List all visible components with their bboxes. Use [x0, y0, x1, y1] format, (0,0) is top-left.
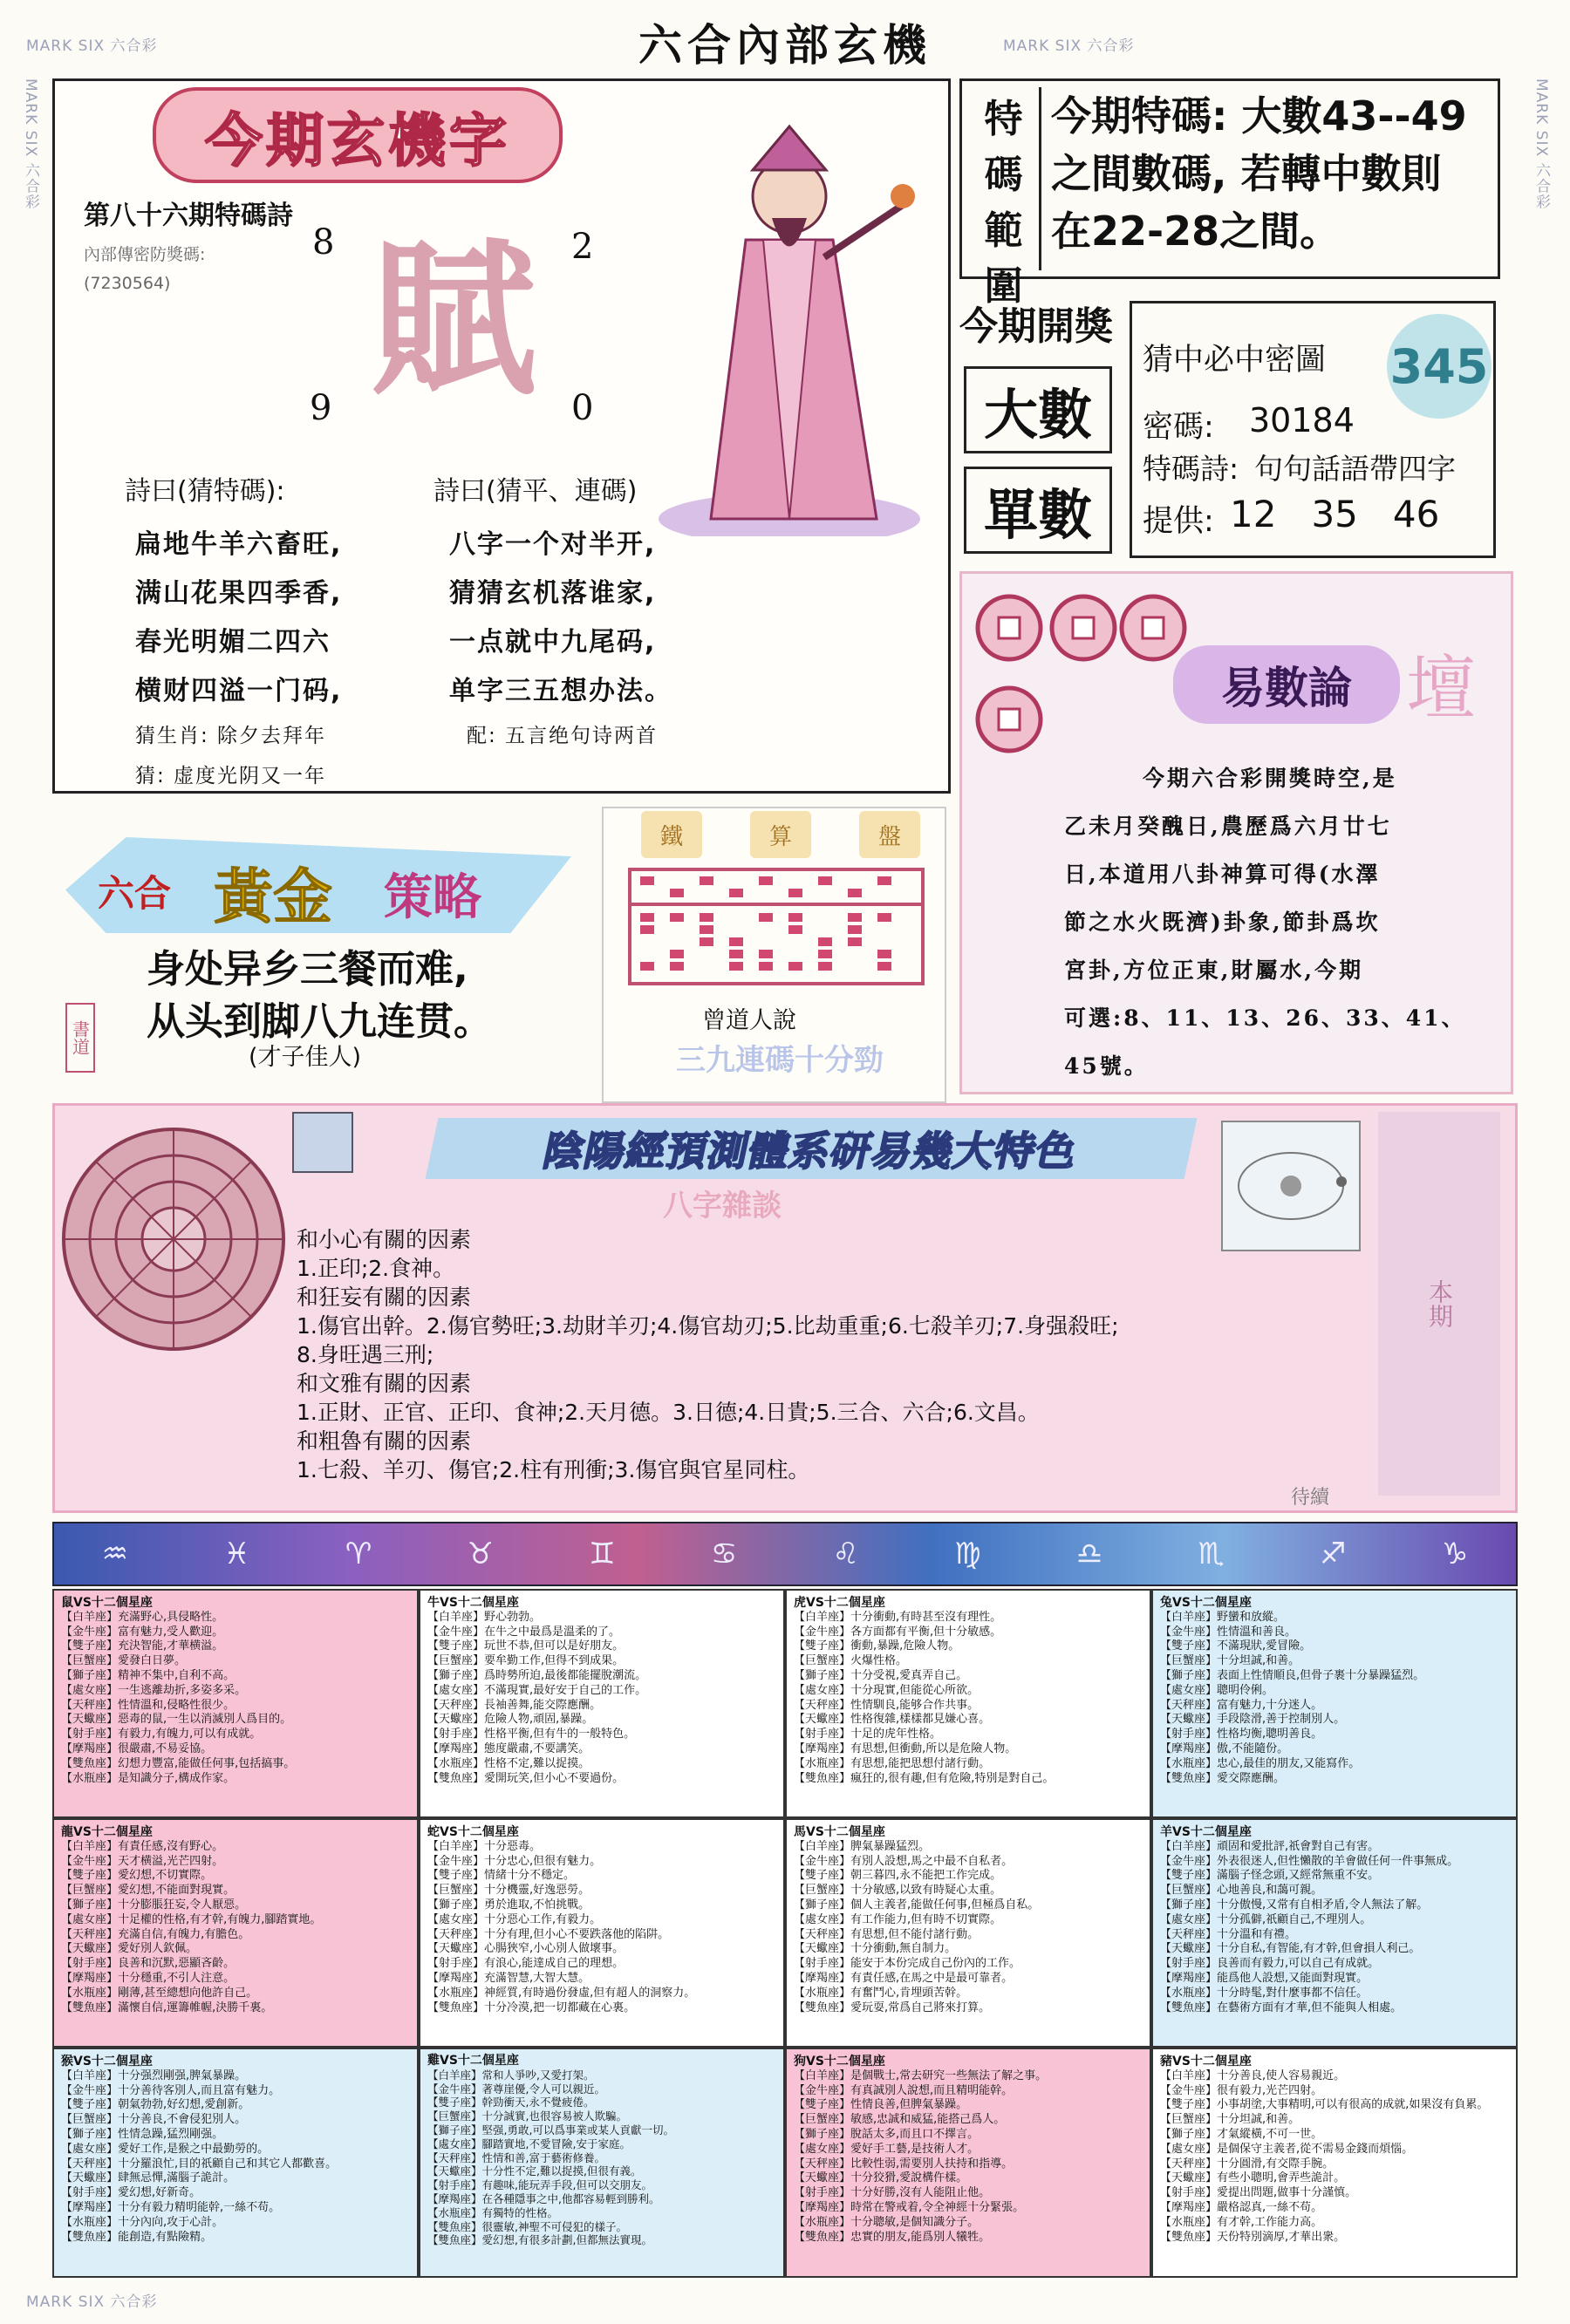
zodiac-line: 【摩羯座】很嚴肅,不易妥協。: [61, 1741, 213, 1755]
special-side-char: 碼: [984, 153, 1023, 197]
zodiac-line: 【射手座】有毅力,有魄力,可以有成就。: [61, 1728, 262, 1741]
inner-code: (7230564): [84, 274, 171, 293]
zodiac-line: 【水瓶座】有獨特的性格。: [427, 2205, 559, 2219]
zodiac-line: 【天秤座】十分溫和有禮。: [1160, 1927, 1297, 1941]
watermark-right: MARK SIX 六合彩: [1532, 78, 1550, 210]
special-side-char: 特: [984, 97, 1023, 141]
zodiac-line: 【獅子座】十分傲慢,又常有自相矛盾,令人無法了解。: [1160, 1898, 1429, 1912]
scorpio-icon: ♏: [1198, 1537, 1225, 1571]
zodiac-line: 【金牛座】富有魅力,受人歡迎。: [61, 1625, 224, 1639]
zodiac-line: 【天秤座】有思想,但不能付諸行動。: [794, 1927, 980, 1941]
poem-col2-line: 单字三五想办法。: [449, 676, 672, 706]
yinyang-text: [297, 1225, 1378, 1484]
zodiac-line: 【雙魚座】很靈敏,神聖不可侵犯的樣子。: [427, 2219, 627, 2233]
zodiac-line: 【巨蟹座】心地善良,和藹可親。: [1160, 1884, 1323, 1898]
zodiac-line: 【處女座】不滿現實,最好安于自己的工作。: [427, 1683, 647, 1697]
zodiac-line: 【摩羯座】能爲他人設想,又能面對現實。: [1160, 1971, 1369, 1985]
zodiac-line: 【獅子座】堅强,勇敢,可以爲事業或某人貢獻一切。: [427, 2123, 674, 2137]
zodiac-line: 【巨蟹座】火爆性格。: [794, 1654, 908, 1668]
zodiac-line: 【天秤座】性情和善,富于藝術修養。: [427, 2150, 605, 2164]
yinyang-line: 1.正印;2.食神。: [297, 1256, 455, 1281]
zodiac-line: 【射手座】有浪心,能達成自己的理想。: [427, 1957, 625, 1971]
zodiac-line: 【雙子座】性情良善,但脾氣暴躁。: [794, 2098, 968, 2112]
zodiac-line: 【白羊座】十分强烈剛强,脾氣暴躁。: [61, 2068, 247, 2082]
zodiac-line: 【摩羯座】十分穩重,不引人注意。: [61, 1971, 236, 1985]
yishu-line: 今期六合彩開獎時空,是: [1143, 766, 1397, 791]
zodiac-line: 【射手座】愛提出問題,做事十分謹慎。: [1160, 2186, 1357, 2200]
zodiac-line: 【天蠍座】危險人物,頑固,暴躁。: [427, 1713, 594, 1727]
zodiac-line: 【巨蟹座】十分敏感,以致有時疑心太重。: [794, 1884, 1002, 1898]
zodiac-line: 【雙子座】充決智能,才華横溢。: [61, 1639, 224, 1653]
zodiac-line: 【摩羯座】態度嚴肅,不要講笑。: [427, 1741, 590, 1755]
zodiac-line: 【射手座】愛幻想,好新奇。: [61, 2186, 201, 2200]
poem-col2-heading: 詩曰(猜平、連碼): [433, 476, 638, 507]
zodiac-line: 【巨蟹座】十分坦誠,和善。: [1160, 2113, 1300, 2127]
zodiac-line: 【雙子座】朝三暮四,永不能把工作完成。: [794, 1869, 1002, 1883]
sagittarius-icon: ♐: [1320, 1537, 1347, 1571]
special-side-char: 圍: [984, 264, 1023, 309]
zodiac-line: 【白羊座】頑固和愛批評,祇會對自己有害。: [1160, 1839, 1380, 1853]
abacus-tab: 算: [750, 811, 811, 858]
monkey-vs-zodiac: [52, 2048, 419, 2278]
zodiac-line: 【雙魚座】愛開玩笑,但小心不要過份。: [427, 1771, 625, 1785]
zodiac-line: 【摩羯座】在各種隱事之中,他都容易輕到勝利。: [427, 2191, 660, 2205]
zodiac-cell-title: 羊VS十二個星座: [1160, 1825, 1252, 1839]
zodiac-line: 【獅子座】十分膨脹狂妄,令人厭惡。: [61, 1898, 247, 1912]
zodiac-line: 【雙魚座】在藝術方面有才華,但不能與人相處。: [1160, 2000, 1403, 2014]
yinyang-continued: 待續: [1291, 1487, 1330, 1509]
gemini-icon: ♊: [589, 1537, 616, 1571]
zodiac-line: 【處女座】一生逃離劫折,多姿多采。: [61, 1683, 247, 1697]
zodiac-cell-title: 雞VS十二個星座: [427, 2054, 519, 2068]
secret-provide-label: 提供:: [1143, 504, 1214, 539]
zodiac-line: 【獅子座】爲時勢所迫,最後都能擺脫潮流。: [427, 1668, 647, 1682]
zodiac-line: 【獅子座】精神不集中,自利不高。: [61, 1668, 236, 1682]
zodiac-line: 【天蠍座】十分衝動,無自制力。: [794, 1942, 957, 1956]
rat-vs-zodiac: [52, 1589, 419, 1818]
yishu-line: 節之水火既濟)卦象,節卦爲坎: [1064, 910, 1381, 935]
poem-col1-hint: 猜生肖: 除夕去拜年: [135, 725, 327, 747]
golden-line1: 身处异乡三餐而难,: [147, 947, 468, 992]
abacus-tab: 鐵: [641, 811, 702, 858]
secret-number: 46: [1392, 493, 1440, 535]
golden-author: (才子佳人): [249, 1044, 362, 1071]
zodiac-line: 【天蠍座】手段陰滑,善于控制別人。: [1160, 1713, 1346, 1727]
zodiac-line: 【天秤座】十分圓滑,有交際手腕。: [1160, 2157, 1334, 2171]
poem-col2-line: 八字一个对半开,: [449, 529, 657, 560]
zodiac-line: 【處女座】十足權的性格,有才幹,有魄力,腳踏實地。: [61, 1912, 322, 1926]
zodiac-line: 【雙魚座】愛玩耍,常爲自己將來打算。: [794, 2000, 991, 2014]
aquarius-icon: ♒: [101, 1537, 129, 1571]
zodiac-line: 【天秤座】長袖善舞,能交際應酬。: [427, 1698, 602, 1712]
zodiac-line: 【白羊座】野蠻和放縱。: [1160, 1610, 1286, 1624]
special-range-text: [1051, 87, 1492, 260]
zodiac-line: 【金牛座】天才横溢,光芒四射。: [61, 1854, 224, 1868]
zodiac-line: 【處女座】有工作能力,但有時不切實際。: [794, 1912, 1002, 1926]
yinyang-title-banner: [426, 1118, 1198, 1179]
special-range-line: 之間數碼, 若轉中數則: [1051, 150, 1442, 197]
zodiac-line: 【天秤座】充滿自信,有魄力,有膽色。: [61, 1927, 250, 1941]
zodiac-line: 【白羊座】十分善良,使人容易親近。: [1160, 2068, 1346, 2082]
secret-number: 35: [1311, 493, 1358, 535]
zodiac-line: 【雙魚座】忠實的朋友,能爲別人犧牲。: [794, 2230, 991, 2244]
zodiac-line: 【天秤座】十分羅浪忙,目的祇顧自己和其它人都歡喜。: [61, 2157, 338, 2171]
aries-icon: ♈: [345, 1537, 372, 1571]
zodiac-line: 【白羊座】十分惡毒。: [427, 1839, 542, 1853]
zodiac-line: 【雙子座】愛幻想,不切實際。: [61, 1869, 213, 1883]
zodiac-line: 【天蠍座】十分狡猾,愛說構仵樣。: [794, 2171, 968, 2185]
yinyang-line: 1.傷官出幹。2.傷官勢旺;3.劫財羊刃;4.傷官劫刃;5.比劫重重;6.七殺羊刃;7.身强殺旺;: [297, 1313, 1119, 1339]
yishu-line: 乙未月癸醜日,農歷爲六月廿七: [1064, 814, 1392, 839]
golden-line2: 从头到脚八九连贯。: [147, 999, 492, 1044]
zodiac-line: 【天蠍座】性格復雜,樣樣都見嫌心喜。: [794, 1713, 991, 1727]
yinyang-line: 1.七殺、羊刃、傷官;2.柱有刑衝;3.傷官與官星同柱。: [297, 1457, 810, 1482]
poem-col1: [135, 521, 432, 796]
zodiac-line: 【巨蟹座】愛發白日夢。: [61, 1654, 187, 1668]
zodiac-line: 【雙子座】幹勁衝天,永不覺疲倦。: [427, 2096, 595, 2109]
cancer-icon: ♋: [710, 1537, 738, 1571]
yishu-title: 易數論: [1221, 662, 1352, 713]
zodiac-line: 【雙魚座】十分冷漠,把一切都藏在心裏。: [427, 2000, 636, 2014]
zodiac-cell-title: 狗VS十二個星座: [794, 2055, 885, 2068]
zodiac-line: 【處女座】愛好工作,是猴之中最勤勞的。: [61, 2142, 270, 2156]
zodiac-line: 【水瓶座】十分聰敏,是個知識分子。: [794, 2215, 980, 2229]
yishu-title-badge: [1173, 645, 1400, 724]
zodiac-cell-title: 猴VS十二個星座: [61, 2055, 153, 2068]
inner-note: 內部傳密防獎碼:: [84, 245, 206, 264]
abacus-quote: 三九連碼十分勁: [676, 1043, 884, 1078]
zodiac-line: 【雙魚座】能創造,有點險精。: [61, 2230, 213, 2244]
zodiac-line: 【獅子座】才氣縱橫,不可一世。: [1160, 2127, 1323, 2141]
yinyang-line: 和文雅有關的因素: [297, 1371, 472, 1396]
zodiac-line: 【白羊座】十分衝動,有時甚至沒有理性。: [794, 1610, 1002, 1624]
zodiac-line: 【水瓶座】性格不定,難以捉摸。: [427, 1756, 590, 1770]
watermark-top-right: MARK SIX 六合彩: [1003, 37, 1135, 52]
goat-vs-zodiac: [1151, 1818, 1518, 2048]
zodiac-line: 【獅子座】個人主義者,能做任何事,但極爲自私。: [794, 1898, 1040, 1912]
abacus-speaker: 曾道人說: [702, 1007, 796, 1034]
digit-top-right: 2: [571, 227, 594, 267]
golden-post: 策略: [384, 869, 481, 926]
zodiac-line: 【處女座】十分孤僻,祇顧自己,不理別人。: [1160, 1912, 1372, 1926]
xuanji-character: 賦: [370, 223, 536, 418]
zodiac-line: 【處女座】腳踏實地,不愛冒險,安于家庭。: [427, 2137, 631, 2150]
zodiac-line: 【金牛座】十分忠心,但很有魅力。: [427, 1854, 602, 1868]
watermark-bottom: MARK SIX 六合彩: [26, 2293, 158, 2308]
zodiac-line: 【巨蟹座】敏感,忠誠和威猛,能搭己爲人。: [794, 2113, 1006, 2127]
zodiac-line: 【白羊座】是個戰士,常去研究一些無法了解之事。: [794, 2068, 1048, 2082]
watermark-top-left: MARK SIX 六合彩: [26, 37, 158, 52]
zodiac-line: 【水瓶座】忠心,最佳的朋友,又能寫作。: [1160, 1756, 1361, 1770]
zodiac-line: 【金牛座】有別人設想,馬之中最不自私者。: [794, 1854, 1014, 1868]
zodiac-line: 【雙魚座】瘋狂的,很有趣,但有危險,特別是對自己。: [794, 1771, 1055, 1785]
zodiac-line: 【巨蟹座】十分坦誠,和善。: [1160, 1654, 1300, 1668]
zodiac-line: 【金牛座】有真誠別人說想,而且精明能幹。: [794, 2083, 1014, 2097]
zodiac-line: 【白羊座】充滿野心,具侵略性。: [61, 1610, 224, 1624]
zodiac-line: 【水瓶座】神經質,有時過份發虛,但有超人的洞察力。: [427, 1986, 696, 2000]
zodiac-line: 【雙子座】衝動,暴躁,危險人物。: [794, 1639, 960, 1653]
tiger-vs-zodiac: [785, 1589, 1151, 1818]
special-side-char: 範: [984, 208, 1023, 253]
zodiac-line: 【金牛座】各方面都有平衡,但十分敏感。: [794, 1625, 1002, 1639]
zodiac-line: 【雙子座】情緒十分不穩定。: [427, 1869, 576, 1883]
zodiac-line: 【處女座】十分現實,但能從心所欲。: [794, 1683, 980, 1697]
zodiac-line: 【水瓶座】十分內向,攻于心計。: [61, 2215, 224, 2229]
zodiac-line: 【射手座】性格均衡,聰明善良。: [1160, 1728, 1323, 1741]
zodiac-cell-title: 兔VS十二個星座: [1160, 1596, 1252, 1610]
zodiac-line: 【水瓶座】剛薄,甚至總想向他許自己。: [61, 1986, 258, 2000]
secret-code-label: 密碼:: [1143, 410, 1214, 445]
rabbit-vs-zodiac: [1151, 1589, 1518, 1818]
zodiac-line: 【天秤座】十分有理,但小心不要跌落他的陷阱。: [427, 1927, 670, 1941]
snake-vs-zodiac: [419, 1818, 785, 2048]
zodiac-line: 【射手座】十分好勝,沒有人能阻止他。: [794, 2186, 991, 2200]
zodiac-line: 【天蠍座】有些小聰明,會弄些詭計。: [1160, 2171, 1346, 2185]
zodiac-line: 【白羊座】野心勃勃。: [427, 1610, 542, 1624]
zodiac-line: 【雙魚座】天份特別滴厚,才華出衆。: [1160, 2230, 1346, 2244]
zodiac-line: 【雙魚座】愛交際應酬。: [1160, 1771, 1286, 1785]
secret-poem-label: 特碼詩:: [1143, 452, 1239, 486]
xuanji-banner-text: 今期玄機字: [205, 106, 510, 174]
digit-bottom-right: 0: [571, 388, 594, 428]
zodiac-line: 【雙魚座】愛幻想,有很多計劃,但都無法實現。: [427, 2233, 652, 2247]
draw-heading: 今期開獎: [959, 304, 1113, 349]
zodiac-cell-title: 豬VS十二個星座: [1160, 2055, 1252, 2068]
zodiac-line: 【天蠍座】心腸狹窄,小心別人做壞事。: [427, 1942, 625, 1956]
digit-bottom-left: 9: [310, 388, 332, 428]
yinyang-line: 和狂妄有關的因素: [297, 1285, 472, 1310]
abacus-tabs: [641, 811, 920, 858]
zodiac-line: 【雙子座】不滿現狀,愛冒險。: [1160, 1639, 1312, 1653]
zodiac-line: 【天蠍座】十分性不定,難以捉摸,但很有義。: [427, 2164, 642, 2178]
zodiac-line: 【獅子座】十分受視,愛真弄自己。: [794, 1668, 968, 1682]
special-range-line: 在22-28之間。: [1051, 208, 1341, 255]
taurus-icon: ♉: [467, 1537, 495, 1571]
yishu-line: 45號。: [1064, 1053, 1149, 1079]
coins-illustration: [970, 580, 1188, 767]
zodiac-line: 【獅子座】性情急躁,猛烈剛强。: [61, 2127, 224, 2141]
xuanji-banner: [153, 87, 563, 183]
zodiac-line: 【金牛座】著尊崖優,令人可以親近。: [427, 2082, 605, 2096]
dog-vs-zodiac: [785, 2048, 1151, 2278]
poem-col1-line: 横财四溢一门码,: [135, 676, 343, 706]
golden-main: 黃金: [214, 862, 333, 932]
yishu-text: [1064, 754, 1500, 1090]
zodiac-line: 【摩羯座】傲,不能隨份。: [1160, 1741, 1289, 1755]
zodiac-line: 【雙子座】朝氣勃勃,好幻想,愛創新。: [61, 2098, 250, 2112]
watermark-left: MARK SIX 六合彩: [22, 78, 39, 210]
zodiac-line: 【射手座】有趣味,能玩弄手段,但可以交朋友。: [427, 2178, 652, 2192]
zodiac-line: 【巨蟹座】要牟勤工作,但得不到成果。: [427, 1654, 625, 1668]
zodiac-line: 【金牛座】在牛之中最爲是溫柔的了。: [427, 1625, 621, 1639]
ox-vs-zodiac: [419, 1589, 785, 1818]
zodiac-line: 【摩羯座】時常在警戒着,令全神經十分緊張。: [794, 2200, 1025, 2214]
yishu-line: 宮卦,方位正東,財屬水,今期: [1064, 958, 1364, 983]
zodiac-line: 【雙魚座】幻想力豐富,能做任何事,包括搞事。: [61, 1756, 296, 1770]
zodiac-grid: [52, 1589, 1518, 2278]
poem-col2: [449, 521, 763, 756]
secret-stamp: 345: [1387, 314, 1492, 419]
zodiac-line: 【摩羯座】十分有毅力精明能幹,一絲不苟。: [61, 2200, 281, 2214]
pisces-icon: ♓: [223, 1537, 250, 1571]
zodiac-line: 【獅子座】脫話太多,而且口不擇言。: [794, 2127, 980, 2141]
zodiac-line: 【摩羯座】有思想,但衝動,所以是危險人物。: [794, 1741, 1017, 1755]
zodiac-line: 【巨蟹座】十分善良,不會侵犯別人。: [61, 2113, 247, 2127]
zodiac-line: 【天蠍座】愛好別人欽佩。: [61, 1942, 198, 1956]
zodiac-line: 【金牛座】很有毅力,光芒四射。: [1160, 2083, 1323, 2097]
zodiac-line: 【白羊座】脾氣暴躁猛烈。: [794, 1839, 931, 1853]
pig-vs-zodiac: [1151, 2048, 1518, 2278]
zodiac-line: 【巨蟹座】十分機靈,好逸惡勞。: [427, 1884, 590, 1898]
yishu-line: 日,本道用八卦神算可得(水澤: [1064, 862, 1381, 887]
zodiac-line: 【雙子座】小事胡塗,大事精明,可以有很高的成就,如果沒有負累。: [1160, 2098, 1489, 2112]
zodiac-line: 【金牛座】十分善待客別人,而且富有魅力。: [61, 2083, 281, 2097]
yinyang-line: 8.身旺遇三刑;: [297, 1342, 434, 1367]
zodiac-line: 【天秤座】性情溫和,侵略性很少。: [61, 1698, 236, 1712]
zodiac-line: 【摩羯座】嚴格認真,一絲不苟。: [1160, 2200, 1323, 2214]
poem-col1-line: 满山花果四季香,: [135, 578, 343, 609]
zodiac-line: 【天蠍座】肆無忌憚,滿腦子詭計。: [61, 2171, 236, 2185]
zodiac-line: 【射手座】良善而有毅力,可以自己有成就。: [1160, 1957, 1380, 1971]
special-range-side: [968, 87, 1041, 309]
zodiac-line: 【獅子座】勇於進取,不怕挑戰。: [427, 1898, 590, 1912]
zodiac-line: 【天秤座】富有魅力,十分迷人。: [1160, 1698, 1323, 1712]
yishu-side-char: 壇: [1406, 648, 1476, 729]
zodiac-line: 【天蠍座】十分自私,有智能,有才幹,但會損人利己。: [1160, 1942, 1421, 1956]
dragon-vs-zodiac: [52, 1818, 419, 2048]
poem-col1-heading: 詩曰(猜特碼):: [125, 476, 285, 507]
golden-pre: 六合: [98, 872, 172, 915]
zodiac-cell-title: 龍VS十二個星座: [61, 1825, 153, 1839]
zodiac-line: 【天秤座】性情馴良,能够合作共事。: [794, 1698, 980, 1712]
zodiac-icon-strip: [52, 1522, 1518, 1586]
digit-top-left: 8: [312, 222, 335, 262]
zodiac-line: 【巨蟹座】十分誠實,也很容易被人欺騙。: [427, 2109, 627, 2123]
zodiac-line: 【水瓶座】有才幹,工作能力高。: [1160, 2215, 1323, 2229]
zodiac-line: 【射手座】十足的虎年性格。: [794, 1728, 942, 1741]
capricorn-icon: ♑: [1441, 1537, 1469, 1571]
poem-col2-line: 一点就中九尾码,: [449, 627, 657, 658]
zodiac-line: 【天秤座】比較性弱,需要別人扶持和指導。: [794, 2157, 1014, 2171]
zodiac-line: 【獅子座】表面上性情順良,但骨子裹十分暴躁猛烈。: [1160, 1668, 1425, 1682]
zodiac-line: 【水瓶座】是知識分子,構成作家。: [61, 1771, 236, 1785]
abacus-illustration: [628, 868, 925, 985]
yishu-line: 可選:8、11、13、26、33、41、: [1064, 1005, 1466, 1031]
zodiac-line: 【雙子座】滿腦子怪念頭,又經常無重不安。: [1160, 1869, 1380, 1883]
zodiac-line: 【天蠍座】惡毒的鼠,一生以消滅別人爲目的。: [61, 1713, 292, 1727]
secret-guess: 猜中必中密圖: [1143, 343, 1327, 378]
secret-numbers: [1230, 493, 1492, 535]
yinyang-side-column: 本期: [1378, 1112, 1500, 1496]
libra-icon: ♎: [1075, 1537, 1103, 1571]
yinyang-line: 1.正財、正官、正印、食神;2.天月德。3.日德;4.日貴;5.三合、六合;6.文昌。: [297, 1400, 1040, 1425]
zodiac-cell-title: 牛VS十二個星座: [427, 1596, 519, 1610]
zodiac-line: 【白羊座】有責任感,沒有野心。: [61, 1839, 224, 1853]
zodiac-line: 【摩羯座】充滿智慧,大智大慧。: [427, 1971, 590, 1985]
secret-poem: 句句話語帶四字: [1254, 452, 1456, 486]
draw-label-big: 大數: [964, 366, 1112, 453]
zodiac-cell-title: 馬VS十二個星座: [794, 1825, 885, 1839]
draw-label-odd: 單數: [964, 467, 1112, 554]
abacus-tab: 盤: [859, 811, 920, 858]
yinyang-title: 陰陽經預測體系研易幾大特色: [539, 1128, 1082, 1175]
page-title: 六合內部玄機: [638, 19, 932, 71]
horse-vs-zodiac: [785, 1818, 1151, 2048]
zodiac-line: 【白羊座】常和人爭吵,又愛打架。: [427, 2068, 595, 2082]
rooster-vs-zodiac: [419, 2048, 785, 2278]
secret-number: 12: [1230, 493, 1277, 535]
zodiac-line: 【射手座】良善和沉默,惡顯吝齡。: [61, 1957, 236, 1971]
yinyang-subtitle: 八字雜談: [663, 1189, 782, 1223]
scholar-illustration: [641, 109, 929, 536]
poem-col1-hint: 猜: 虚度光阴又一年: [135, 765, 327, 787]
compass-illustration: [59, 1125, 288, 1353]
zodiac-line: 【處女座】聰明伶俐。: [1160, 1683, 1274, 1697]
yinyang-line: 和小心有關的因素: [297, 1227, 472, 1252]
secret-code: 30184: [1249, 401, 1355, 440]
zodiac-line: 【射手座】性格平衡,但有牛的一般特色。: [427, 1728, 636, 1741]
zodiac-line: 【雙子座】玩世不恭,但可以是好朋友。: [427, 1639, 625, 1653]
zodiac-line: 【摩羯座】有責任感,在馬之中是最可靠者。: [794, 1971, 1014, 1985]
dragon-thumbnail: [292, 1112, 353, 1173]
zodiac-line: 【處女座】愛好手工藝,是技術人才。: [794, 2142, 980, 2156]
golden-seal: 書道: [65, 1003, 95, 1073]
zodiac-line: 【水瓶座】有思想,能把思想付諸行動。: [794, 1756, 991, 1770]
zodiac-line: 【處女座】是個保守主義者,從不需易金錢而煩惱。: [1160, 2142, 1414, 2156]
zodiac-cell-title: 虎VS十二個星座: [794, 1596, 885, 1610]
zodiac-line: 【雙魚座】滿懷自信,運籌帷幄,決勝千裏。: [61, 2000, 273, 2014]
virgo-icon: ♍: [954, 1537, 981, 1571]
zodiac-cell-title: 蛇VS十二個星座: [427, 1825, 519, 1839]
yinyang-line: 和粗魯有關的因素: [297, 1428, 472, 1454]
poem-issue-title: 第八十六期特碼詩: [84, 201, 293, 231]
special-range-line: 今期特碼: 大數43--49: [1051, 92, 1467, 140]
zodiac-line: 【水瓶座】十分時髦,對什麼事都不信任。: [1160, 1986, 1369, 2000]
poem-col2-note: 配: 五言绝句诗两首: [467, 725, 659, 747]
zodiac-line: 【金牛座】性情溫和善良。: [1160, 1625, 1297, 1639]
zodiac-line: 【水瓶座】有奮鬥心,肯埋頭苦幹。: [794, 1986, 968, 2000]
zodiac-line: 【射手座】能安于本份完成自己份內的工作。: [794, 1957, 1021, 1971]
zodiac-cell-title: 鼠VS十二個星座: [61, 1596, 153, 1610]
zodiac-line: 【金牛座】外表很迷人,但性懶散的羊會做任何一件事無成。: [1160, 1854, 1459, 1868]
poem-col2-line: 猜猜玄机落谁家,: [449, 578, 657, 609]
leo-icon: ♌: [832, 1537, 859, 1571]
zodiac-line: 【處女座】十分惡心工作,有毅力。: [427, 1912, 602, 1926]
zodiac-line: 【巨蟹座】愛幻想,不能面對現實。: [61, 1884, 236, 1898]
poem-col1-line: 春光明媚二四六: [135, 627, 331, 658]
poem-col1-line: 扁地牛羊六畜旺,: [135, 529, 343, 560]
